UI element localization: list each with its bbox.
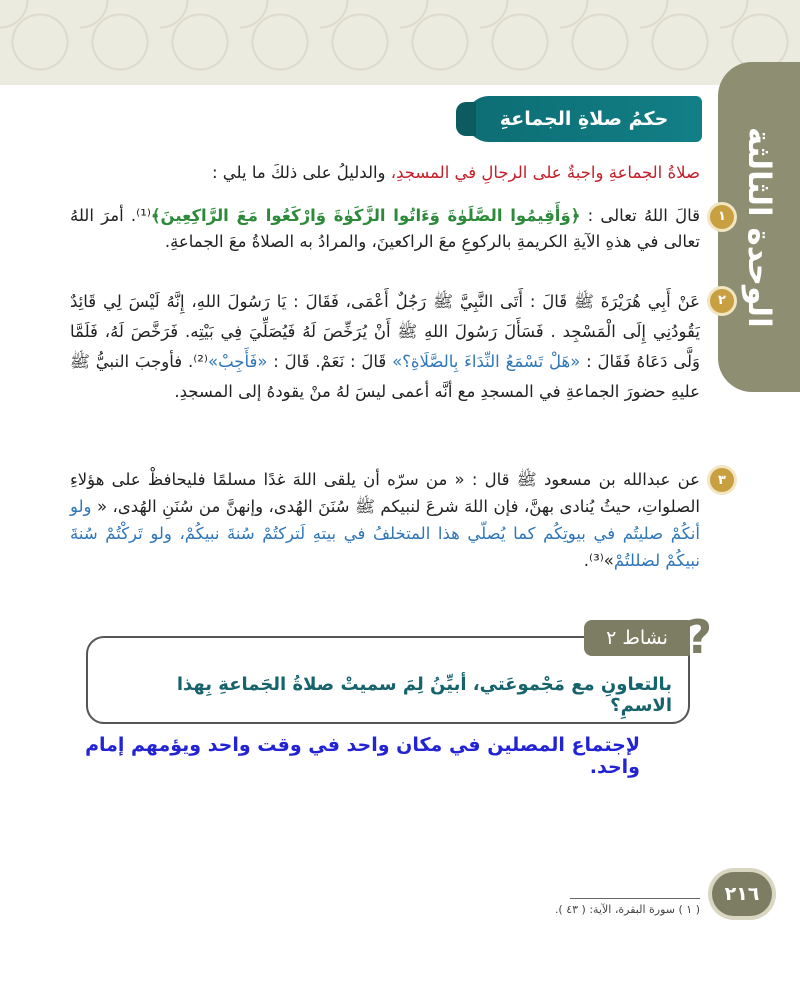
intro-paragraph xyxy=(70,160,700,186)
activity-number: ٢ xyxy=(606,627,617,649)
intro-highlight: صلاةُ الجماعةِ واجبةٌ على الرجالِ في المسجدِ، xyxy=(390,163,700,182)
item1-rest: . أمرَ اللهُ تعالى في هذهِ الآيةِ الكريمةِ بالركوعِ معَ الراكعينَ، والمرادُ به الصلاةُ معَ الجماعةِ. xyxy=(70,206,700,251)
item2-text3: . فأوجبَ النبيُّ ﷺ عليهِ حضورَ الجماعةِ في المسجدِ مع أنَّه أعمى ليسَ لهُ منْ يقودهُ إلى المسجدِ. xyxy=(70,352,700,401)
item3-text1: عن عبدالله بن مسعود ﷺ قال : « من سرّه أن يلقى اللهَ غدًا مسلمًا فليحافظْ على هؤلاءِ الصلواتِ، حيثُ يُنادى بهنَّ، فإن اللهَ شرعَ لنبيكم ﷺ سُنَنَ الهُدى، وإنهنَّ من سُنَنِ الهُدى، « xyxy=(70,470,700,516)
footnote: ( ١ ) سورة البقرة، الآية: ( ٤٣ ). xyxy=(554,903,700,916)
intro-rest: والدليلُ على ذلكَ ما يلي : xyxy=(211,163,391,182)
evidence-item-1 xyxy=(70,203,726,255)
item2-text2: قَالَ : نَعَمْ. قَالَ : xyxy=(267,352,393,371)
footnote-ref-1: ⁽¹⁾ xyxy=(136,206,151,225)
item3-text2: » xyxy=(603,551,614,570)
unit-tab xyxy=(718,62,800,392)
decorative-header-band xyxy=(0,0,800,85)
hadith-quote-1: «هَلْ تَسْمَعُ النِّدَاءَ بِالصَّلَاةِ؟» xyxy=(392,352,581,371)
item-number-badge: ١ xyxy=(710,205,734,229)
activity-badge xyxy=(584,610,712,664)
activity-question: بالتعاونِ مع مَجْموعَتي، أبيِّنُ لِمَ سميتْ صلاةُ الجَماعةِ بِهذا الاسمِ؟ xyxy=(176,674,672,716)
item2-text1: عَنْ أَبِي هُرَيْرَةَ ﷺ قَالَ : أَتَى النَّبِيَّ ﷺ رَجُلٌ أَعْمَى، فَقَالَ : يَا رَسُولَ اللهِ، إِنَّهُ لَيْسَ لِي قَائِدٌ يَقُودُنِي إِلَى الْمَسْجِد . فَسَأَلَ رَسُولَ اللهِ ﷺ أَنْ يُرَخِّصَ لَهُ فَيُصَلِّيَ فِي بَيْتِه. فَرَخَّصَ لَهُ، فَلَمَّا وَلَّى دَعَاهُ فَقَالَ : xyxy=(70,292,700,371)
unit-label: الوحدة الثالثة xyxy=(741,126,777,328)
item3-end: . xyxy=(583,551,590,570)
evidence-item-3 xyxy=(70,466,726,574)
evidence-item-2 xyxy=(70,287,726,407)
activity-answer: لإجتماع المصلين في مكان واحد في وقت واحد ويؤمهم إمام واحد. xyxy=(85,734,640,778)
footnote-divider xyxy=(570,898,700,899)
hadith-quote-2: «فَأَجِبْ» xyxy=(207,352,268,371)
footnote-ref-3: ⁽³⁾ xyxy=(589,551,604,570)
quran-verse: ﴿وَأَقِيمُوا الصَّلَوٰةَ وَءَاتُوا الزَّكَوٰةَ وَارْكَعُوا مَعَ الرَّاكِعِينَ﴾ xyxy=(150,206,581,225)
lesson-title-banner xyxy=(466,96,702,142)
item-number-badge: ٣ xyxy=(710,468,734,492)
item1-lead: قالَ اللهُ تعالى : xyxy=(580,206,701,225)
activity-label: نشاط xyxy=(622,627,668,649)
page-number: ٢١٦ xyxy=(712,872,772,916)
lesson-title: حكمُ صلاةِ الجماعةِ xyxy=(499,108,669,130)
footnote-ref-2: ⁽²⁾ xyxy=(193,352,208,371)
item-number-badge: ٢ xyxy=(710,289,734,313)
hadith-quote-3: ولو أنكُمْ صليتُم في بيوتِكُم كما يُصلّي هذا المتخلفُ في بيتهِ لَتركتُمْ سُنةَ نبيكُمْ، ولو تَركْتُمْ سُنةَ نبيكُمْ لضللتُمْ xyxy=(70,497,700,570)
question-mark-icon: ? xyxy=(685,610,712,664)
